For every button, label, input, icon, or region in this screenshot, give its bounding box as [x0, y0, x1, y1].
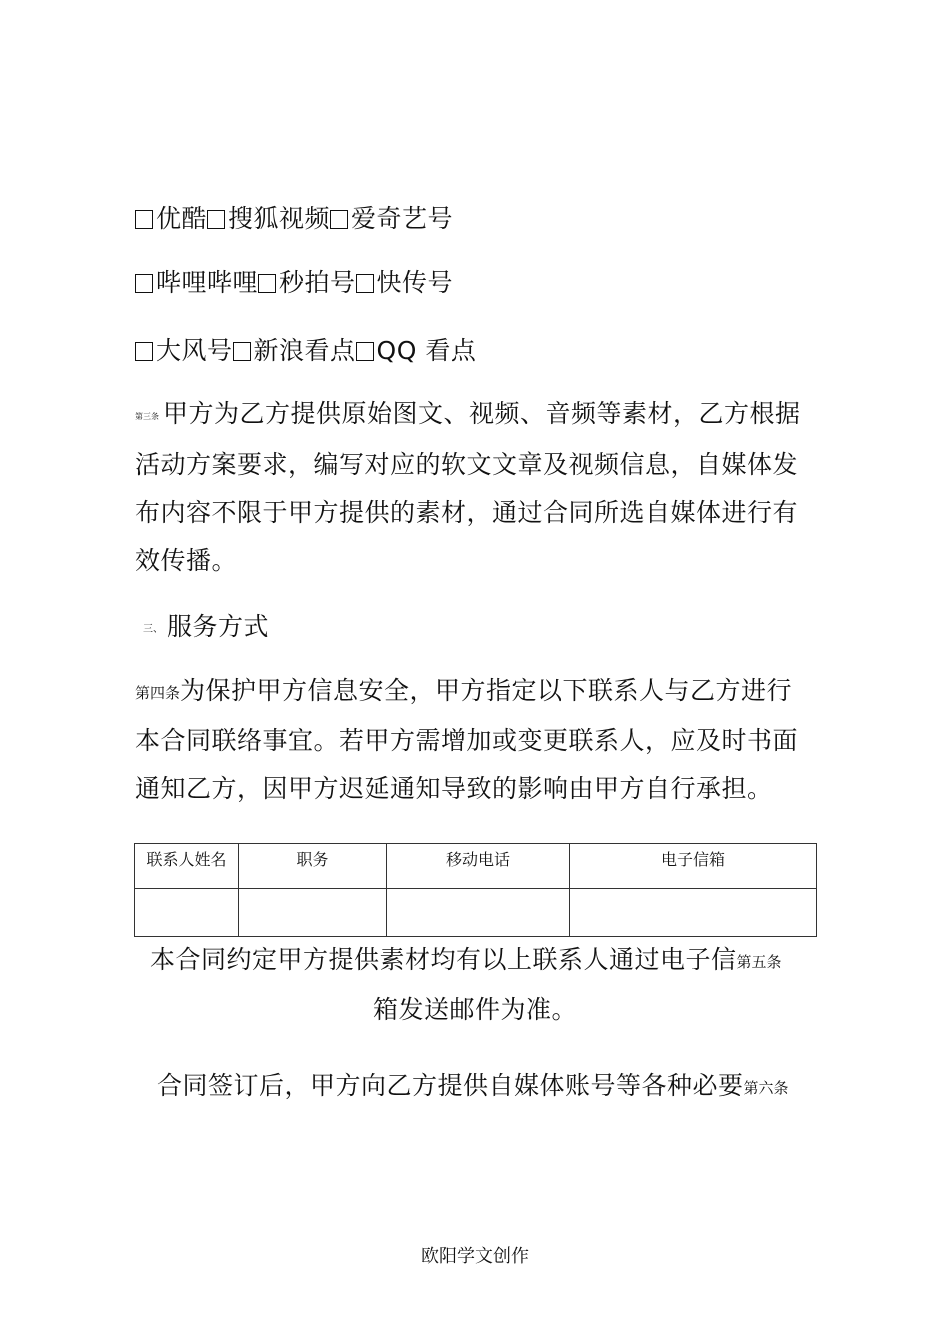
checkbox-qq-kandian[interactable] [356, 342, 374, 361]
article-4 [135, 667, 815, 813]
section-number: 三、 [143, 624, 163, 635]
header-contact-name: 联系人姓名 [135, 844, 239, 889]
option-qq-kandian: QQ 看点 [376, 336, 477, 365]
cell-position[interactable] [239, 889, 387, 937]
article-6-text-1: 合同签订后，甲方向乙方提供自媒体账号等各种必要 [157, 1071, 744, 1100]
checkbox-kuaichuan[interactable] [356, 274, 374, 293]
checkbox-sohu-video[interactable] [207, 210, 225, 229]
article-5-line-2: 箱发送邮件为准。 [372, 995, 577, 1024]
section-heading [143, 611, 269, 646]
header-position: 职务 [239, 844, 387, 889]
page-footer: 欧阳学文创作 [421, 1246, 529, 1267]
article-4-label: 第四条 [135, 684, 181, 702]
table-row [135, 889, 817, 937]
article-3-text-1: 甲方为乙方提供原始图文、视频、音频等素材，乙方根据 [163, 399, 801, 428]
table-header-row [135, 844, 817, 889]
article-4-line-1 [135, 667, 815, 717]
article-3-line-3: 布内容不限于甲方提供的素材，通过合同所选自媒体进行有 [135, 498, 799, 527]
article-5-line-1 [150, 944, 782, 978]
checkbox-dafeng[interactable] [135, 342, 153, 361]
article-5-label: 第五条 [736, 953, 782, 971]
article-3-line-4: 效传播。 [135, 546, 238, 575]
cell-email[interactable] [570, 889, 817, 937]
option-bilibili: 哔哩哔哩 [156, 268, 259, 297]
option-miaopai: 秒拍号 [279, 268, 356, 297]
article-6-label: 第六条 [743, 1079, 789, 1097]
article-6-line-1 [157, 1070, 789, 1104]
article-3-line-1 [135, 390, 815, 441]
article-3-label: 第三条 [135, 412, 159, 421]
platform-row-1 [135, 203, 453, 235]
cell-contact-name[interactable] [135, 889, 239, 937]
article-3-line-2: 活动方案要求，编写对应的软文文章及视频信息，自媒体发 [135, 450, 799, 479]
checkbox-sina-kandian[interactable] [233, 342, 251, 361]
checkbox-iqiyi[interactable] [330, 210, 348, 229]
article-4-line-2: 本合同联络事宜。若甲方需增加或变更联系人，应及时书面 [135, 726, 799, 755]
option-sina-kandian: 新浪看点 [253, 336, 356, 365]
option-sohu-video: 搜狐视频 [228, 204, 331, 233]
header-email: 电子信箱 [570, 844, 817, 889]
article-4-text-1: 为保护甲方信息安全，甲方指定以下联系人与乙方进行 [180, 676, 793, 705]
article-3 [135, 390, 815, 585]
option-iqiyi: 爱奇艺号 [351, 204, 454, 233]
option-kuaichuan: 快传号 [376, 268, 454, 297]
option-youku: 优酷 [156, 204, 208, 233]
platform-row-2 [135, 267, 453, 299]
option-dafeng: 大风号 [156, 336, 233, 365]
contact-table [134, 843, 817, 937]
checkbox-youku[interactable] [135, 210, 153, 229]
checkbox-miaopai[interactable] [258, 274, 276, 293]
article-4-line-3: 通知乙方，因甲方迟延通知导致的影响由甲方自行承担。 [135, 774, 773, 803]
cell-mobile[interactable] [387, 889, 570, 937]
checkbox-bilibili[interactable] [135, 274, 153, 293]
platform-row-3 [135, 335, 476, 367]
article-5-text-1: 本合同约定甲方提供素材均有以上联系人通过电子信 [150, 945, 737, 974]
section-title: 服务方式 [167, 612, 270, 641]
header-mobile: 移动电话 [387, 844, 570, 889]
